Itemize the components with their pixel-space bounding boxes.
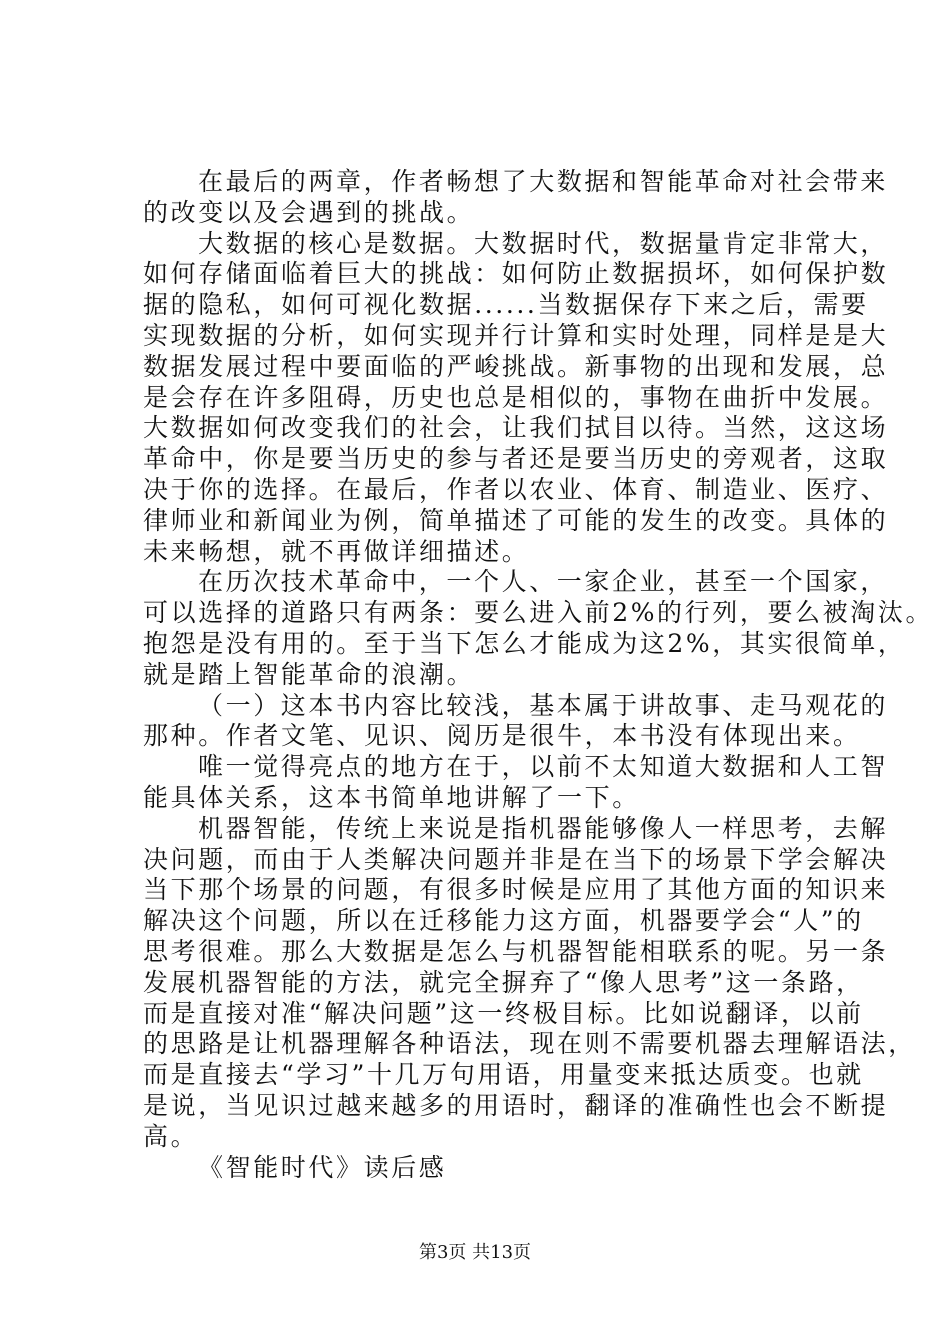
text-line: 决问题，而由于人类解决问题并非是在当下的场景下学会解决 <box>143 844 889 874</box>
text-line: 如何存储面临着巨大的挑战：如何防止数据损坏，如何保护数 <box>143 259 889 289</box>
text-line: 机器智能，传统上来说是指机器能够像人一样思考，去解 <box>198 813 889 843</box>
text-line: 可以选择的道路只有两条：要么进入前2%的行列，要么被淘汰。 <box>143 598 934 628</box>
text-line: 的改变以及会遇到的挑战。 <box>143 197 475 227</box>
text-line: 决于你的选择。在最后，作者以农业、体育、制造业、医疗、 <box>143 474 889 504</box>
text-line: 数据发展过程中要面临的严峻挑战。新事物的出现和发展，总 <box>143 351 889 381</box>
paragraph <box>143 1153 843 1184</box>
paragraph <box>143 752 889 814</box>
text-line: 在历次技术革命中，一个人、一家企业，甚至一个国家， <box>198 567 889 597</box>
document-body <box>143 167 934 1183</box>
text-line: 当下那个场景的问题，有很多时候是应用了其他方面的知识来 <box>143 875 889 905</box>
text-line: 就是踏上智能革命的浪潮。 <box>143 659 475 689</box>
text-line: （一）这本书内容比较浅，基本属于讲故事、走马观花的 <box>198 690 889 720</box>
text-line: 发展机器智能的方法，就完全摒弃了“像人思考”这一条路， <box>143 967 864 997</box>
text-line: 而是直接去“学习”十几万句用语，用量变来抵达质变。也就 <box>143 1060 864 1090</box>
text-line: 解决这个问题，所以在迁移能力这方面，机器要学会“人”的 <box>143 906 864 936</box>
paragraph <box>143 813 916 1153</box>
text-line: 那种。作者文笔、见识、阅历是很牛，本书没有体现出来。 <box>143 721 861 751</box>
text-line: 能具体关系，这本书简单地讲解了一下。 <box>143 782 640 812</box>
paragraph <box>143 567 934 690</box>
text-line: 大数据如何改变我们的社会，让我们拭目以待。当然，这这场 <box>143 413 889 443</box>
text-line: 未来畅想，就不再做详细描述。 <box>143 536 530 566</box>
text-line: 思考很难。那么大数据是怎么与机器智能相联系的呢。另一条 <box>143 936 889 966</box>
text-line: 的思路是让机器理解各种语法，现在则不需要机器去理解语法， <box>143 1029 916 1059</box>
text-line: 革命中，你是要当历史的参与者还是要当历史的旁观者，这取 <box>143 444 889 474</box>
text-line: 实现数据的分析，如何实现并行计算和实时处理，同样是是大 <box>143 320 889 350</box>
paragraph <box>143 228 889 568</box>
paragraph <box>143 167 889 229</box>
text-line: 大数据的核心是数据。大数据时代，数据量肯定非常大， <box>198 228 889 258</box>
text-line: 高。 <box>143 1121 199 1151</box>
page-footer: 第3页 共13页 <box>418 1242 532 1263</box>
text-line: 而是直接对准“解决问题”这一终极目标。比如说翻译，以前 <box>143 998 864 1028</box>
paragraph <box>143 690 889 753</box>
text-line: 律师业和新闻业为例，简单描述了可能的发生的改变。具体的 <box>143 505 889 535</box>
text-line: 唯一觉得亮点的地方在于，以前不太知道大数据和人工智 <box>198 752 889 782</box>
text-line: 在最后的两章，作者畅想了大数据和智能革命对社会带来 <box>198 167 889 196</box>
text-line: 抱怨是没有用的。至于当下怎么才能成为这2%，其实很简单， <box>143 628 906 658</box>
text-line: 《智能时代》读后感 <box>198 1152 447 1182</box>
text-line: 是会存在许多阻碍，历史也总是相似的，事物在曲折中发展。 <box>143 382 889 412</box>
text-line: 是说，当见识过越来越多的用语时，翻译的准确性也会不断提 <box>143 1090 889 1120</box>
text-line: 据的隐私，如何可视化数据......当数据保存下来之后，需要 <box>143 290 869 320</box>
